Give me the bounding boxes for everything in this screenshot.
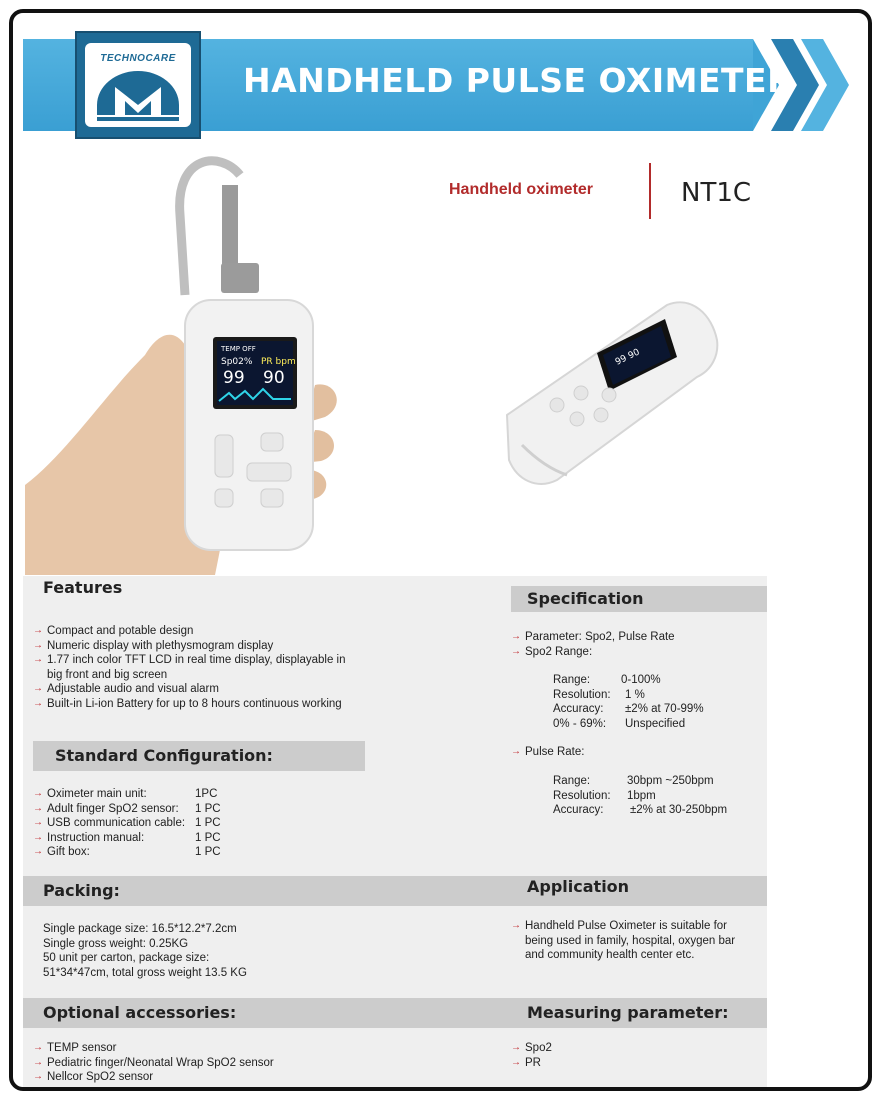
spec-value: ±2% at 70-99% [625, 703, 704, 715]
product-photo-handheld [25, 155, 355, 575]
spec-value: 1 % [625, 688, 645, 701]
list-item: → Pediatric finger/Neonatal Wrap SpO2 sensor [33, 1056, 353, 1071]
packing-text [43, 922, 363, 980]
config-name: Instruction manual: [47, 831, 145, 844]
spec-key: Range: [553, 775, 591, 787]
standard-configuration-heading: Standard Configuration: [33, 741, 365, 771]
config-qty: 1 PC [195, 817, 221, 829]
list-item [33, 816, 333, 831]
spec-key: 0% - 69%: [553, 717, 607, 730]
list-item: → Spo2 Range: [511, 645, 761, 660]
standard-configuration-list [33, 787, 333, 860]
company-logo [75, 31, 201, 139]
config-name: Oximeter main unit: [47, 788, 147, 800]
config-name: Gift box: [47, 846, 90, 858]
list-item: → PR [511, 1056, 711, 1071]
spec-value: 0-100% [621, 674, 661, 686]
config-qty: 1PC [195, 788, 218, 800]
spec-key: Resolution: [553, 789, 611, 802]
spec-value: 30bpm ~250bpm [627, 775, 714, 787]
screen-pr-value: 90 [263, 368, 285, 388]
spec-value: ±2% at 30-250bpm [630, 804, 728, 816]
list-item [33, 845, 333, 860]
page-frame [9, 9, 872, 1091]
config-qty: 1 PC [195, 846, 221, 858]
spec-key: Accuracy: [553, 703, 604, 715]
specification-heading: Specification [511, 586, 767, 612]
spec-key: Accuracy: [553, 804, 604, 816]
list-item: → Pulse Rate: [511, 745, 761, 760]
packing-line: 50 unit per carton, package size: [43, 952, 210, 964]
list-item: → Nellcor SpO2 sensor [33, 1070, 353, 1085]
svg-text:99 90: 99 90 [613, 347, 642, 368]
measuring-parameter-list [511, 1041, 711, 1070]
list-item: → 1.77 inch color TFT LCD in real time display, displayable in big front and big screen [33, 653, 363, 682]
list-item: → Compact and potable design [33, 624, 363, 639]
packing-title: Packing: [43, 881, 120, 900]
list-item: → Handheld Pulse Oximeter is suitable for being used in family, hospital, oxygen bar and community health center etc. [511, 919, 755, 963]
packing-heading [23, 876, 767, 906]
product-photo-angled [497, 295, 727, 505]
optional-accessories-heading [23, 998, 767, 1028]
config-name: Adult finger SpO2 sensor: [47, 802, 179, 815]
specification-list [511, 630, 761, 659]
page-title: HANDHELD PULSE OXIMETER [243, 61, 793, 100]
spo2-range-table [553, 673, 704, 731]
list-item: → TEMP sensor [33, 1041, 353, 1056]
logo-text: TECHNOCARE [100, 53, 176, 64]
packing-line: Single package size: 16.5*12.2*7.2cm [43, 923, 237, 935]
packing-line: 51*34*47cm, total gross weight 13.5 KG [43, 966, 247, 979]
list-item [33, 831, 333, 846]
model-divider [649, 163, 651, 219]
list-item: → Spo2 [511, 1041, 711, 1056]
list-item: → Numeric display with plethysmogram display [33, 639, 363, 654]
packing-line: Single gross weight: 0.25KG [43, 937, 189, 950]
spec-panel [23, 576, 767, 1088]
screen-pr-label: PR bpm [261, 357, 296, 367]
list-item: → Built-in Li-ion Battery for up to 8 hours continuous working [33, 697, 363, 712]
measuring-parameter-title: Measuring parameter: [527, 1003, 729, 1022]
application-title: Application [527, 877, 630, 896]
config-qty: 1 PC [195, 831, 221, 844]
spec-value: Unspecified [625, 717, 686, 730]
spec-key: Resolution: [553, 688, 611, 701]
product-model: NT1C [681, 178, 752, 208]
screen-header-text: TEMP OFF [221, 345, 256, 353]
list-item [33, 787, 333, 802]
list-item [33, 802, 333, 817]
list-item: → Parameter: Spo2, Pulse Rate [511, 630, 761, 645]
features-heading: Features [23, 576, 511, 604]
optional-accessories-list [33, 1041, 353, 1085]
pulse-rate-table [553, 774, 727, 818]
optional-accessories-title: Optional accessories: [43, 1003, 237, 1022]
pulse-rate-list [511, 745, 761, 760]
product-label: Handheld oximeter [449, 181, 594, 198]
features-list [33, 624, 363, 711]
config-name: USB communication cable: [47, 817, 186, 829]
spec-key: Range: [553, 674, 591, 686]
logo-mark-icon [93, 65, 183, 123]
spec-value: 1bpm [627, 789, 656, 802]
screen-spo2-value: 99 [223, 368, 245, 388]
list-item: → Adjustable audio and visual alarm [33, 682, 363, 697]
application-list [511, 919, 755, 963]
screen-spo2-label: Sp02% [221, 357, 253, 367]
config-qty: 1 PC [195, 802, 221, 815]
